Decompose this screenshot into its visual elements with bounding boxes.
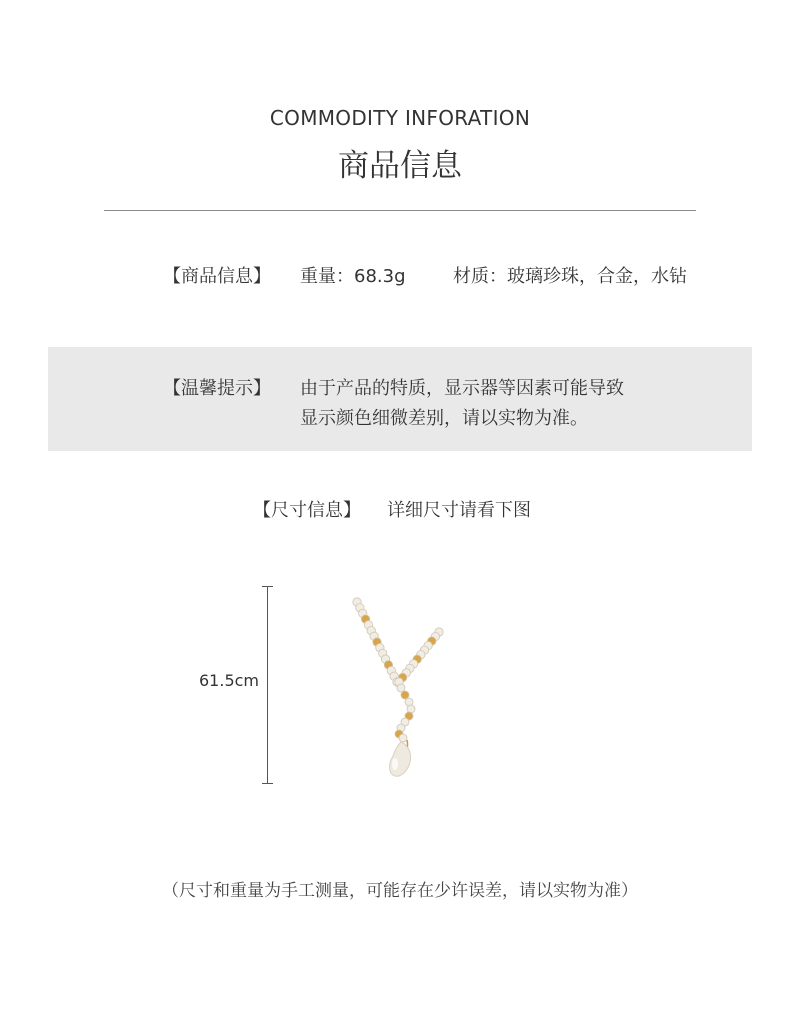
title-chinese: 商品信息 <box>338 148 462 184</box>
ruler-line <box>267 587 268 783</box>
divider <box>104 210 696 211</box>
necklace-image <box>335 590 475 785</box>
size-description: 详细尺寸请看下图 <box>387 500 531 521</box>
material-text: 材质：玻璃珍珠，合金，水钻 <box>453 266 687 287</box>
measurement-note: （尺寸和重量为手工测量，可能存在少许误差，请以实物为准） <box>162 881 638 901</box>
length-measurement: 61.5cm <box>199 671 260 690</box>
info-label: 【商品信息】 <box>163 266 271 287</box>
weight-text: 重量：68.3g <box>300 266 406 287</box>
ruler-cap-bottom <box>262 783 273 784</box>
tip-line-2: 显示颜色细微差别，请以实物为准。 <box>300 408 588 429</box>
pearl-bead <box>399 734 407 742</box>
tip-label: 【温馨提示】 <box>163 378 271 399</box>
size-label: 【尺寸信息】 <box>253 500 361 521</box>
tip-line-1: 由于产品的特质，显示器等因素可能导致 <box>300 378 624 399</box>
title-english: COMMODITY INFORATION <box>269 106 531 130</box>
